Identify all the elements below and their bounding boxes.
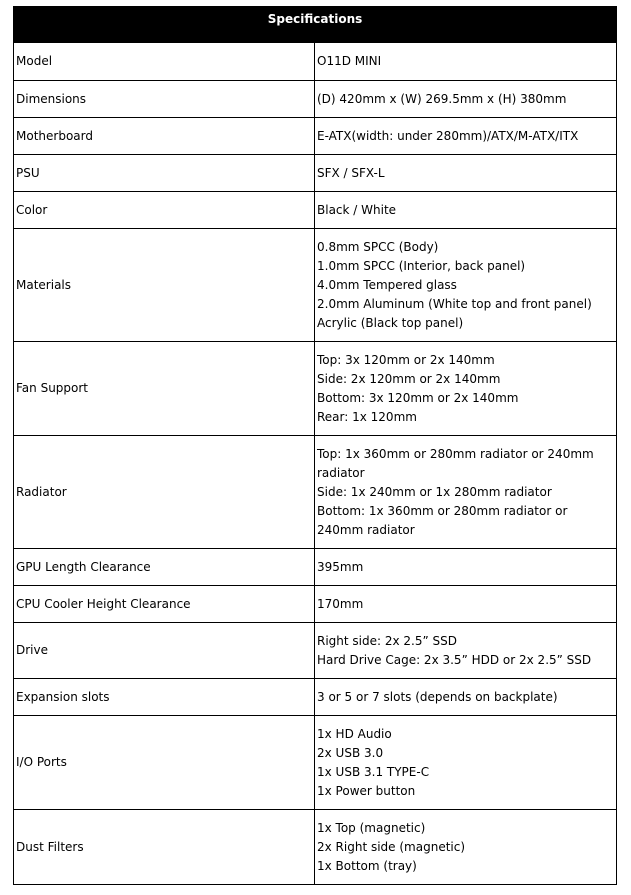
- spec-value-line: Bottom: 3x 120mm or 2x 140mm: [317, 390, 519, 405]
- spec-value: [315, 43, 617, 81]
- table-row: [14, 229, 617, 342]
- spec-value-line: O11D MINI: [317, 54, 382, 68]
- table-row: [14, 155, 617, 192]
- spec-value-line: 1x Power button: [317, 783, 416, 798]
- spec-value: [315, 81, 617, 118]
- spec-label: Model: [14, 43, 315, 81]
- spec-value-line: 395mm: [317, 559, 364, 574]
- spec-value-line: 2.0mm Aluminum (White top and front panel): [317, 296, 592, 311]
- table-row: [14, 549, 617, 586]
- table-row: [14, 342, 617, 436]
- spec-value: [315, 679, 617, 716]
- spec-value-line: Acrylic (Black top panel): [317, 315, 464, 330]
- table-header: Specifications: [14, 7, 617, 43]
- table-row: [14, 586, 617, 623]
- spec-label: Motherboard: [14, 118, 315, 155]
- spec-value: [315, 623, 617, 679]
- table-row: [14, 192, 617, 229]
- table-body: [14, 43, 617, 885]
- spec-value: [315, 716, 617, 810]
- spec-value-line: 1x HD Audio: [317, 726, 392, 741]
- table-row: [14, 43, 617, 81]
- spec-value-line: Side: 2x 120mm or 2x 140mm: [317, 371, 501, 386]
- spec-value-line: 2x USB 3.0: [317, 745, 384, 760]
- spec-value-line: 1x USB 3.1 TYPE-C: [317, 764, 430, 779]
- spec-value-line: Bottom: 1x 360mm or 280mm radiator or 240mm radiator: [317, 503, 568, 537]
- spec-value-line: 170mm: [317, 596, 364, 611]
- spec-label: Drive: [14, 623, 315, 679]
- table-row: [14, 623, 617, 679]
- spec-value: [315, 118, 617, 155]
- spec-value-line: 2x Right side (magnetic): [317, 839, 466, 854]
- spec-value-line: Top: 3x 120mm or 2x 140mm: [317, 352, 495, 367]
- spec-value-line: 1.0mm SPCC (Interior, back panel): [317, 258, 526, 273]
- spec-value: [315, 549, 617, 586]
- spec-value-line: Right side: 2x 2.5” SSD: [317, 633, 457, 648]
- spec-value-line: (D) 420mm x (W) 269.5mm x (H) 380mm: [317, 91, 567, 106]
- table-row: [14, 810, 617, 885]
- spec-value-line: SFX / SFX-L: [317, 165, 385, 180]
- spec-value-line: Top: 1x 360mm or 280mm radiator or 240mm radiator: [317, 446, 594, 480]
- spec-label: PSU: [14, 155, 315, 192]
- spec-value-line: 0.8mm SPCC (Body): [317, 239, 439, 254]
- spec-label: GPU Length Clearance: [14, 549, 315, 586]
- spec-value-line: Hard Drive Cage: 2x 3.5” HDD or 2x 2.5” SSD: [317, 652, 592, 667]
- table-header-row: [14, 7, 617, 43]
- spec-label: Expansion slots: [14, 679, 315, 716]
- spec-value: [315, 810, 617, 885]
- spec-value-line: 1x Top (magnetic): [317, 820, 426, 835]
- spec-label: Radiator: [14, 436, 315, 549]
- spec-label: CPU Cooler Height Clearance: [14, 586, 315, 623]
- spec-value-line: Rear: 1x 120mm: [317, 409, 417, 424]
- table-row: [14, 716, 617, 810]
- spec-value-line: Black / White: [317, 202, 397, 217]
- spec-value: [315, 229, 617, 342]
- spec-value: [315, 192, 617, 229]
- spec-value-line: Side: 1x 240mm or 1x 280mm radiator: [317, 484, 552, 499]
- table-row: [14, 118, 617, 155]
- table-row: [14, 436, 617, 549]
- spec-value: [315, 342, 617, 436]
- spec-value: [315, 155, 617, 192]
- spec-value-line: 3 or 5 or 7 slots (depends on backplate): [317, 689, 558, 704]
- specifications-table: [13, 6, 617, 885]
- spec-label: I/O Ports: [14, 716, 315, 810]
- spec-value: [315, 586, 617, 623]
- spec-label: Dimensions: [14, 81, 315, 118]
- spec-value: [315, 436, 617, 549]
- spec-value-line: 1x Bottom (tray): [317, 858, 417, 873]
- spec-value-line: E-ATX(width: under 280mm)/ATX/M-ATX/ITX: [317, 128, 579, 143]
- spec-value-line: 4.0mm Tempered glass: [317, 277, 457, 292]
- spec-label: Fan Support: [14, 342, 315, 436]
- spec-label: Materials: [14, 229, 315, 342]
- spec-label: Color: [14, 192, 315, 229]
- table-row: [14, 81, 617, 118]
- spec-label: Dust Filters: [14, 810, 315, 885]
- table-row: [14, 679, 617, 716]
